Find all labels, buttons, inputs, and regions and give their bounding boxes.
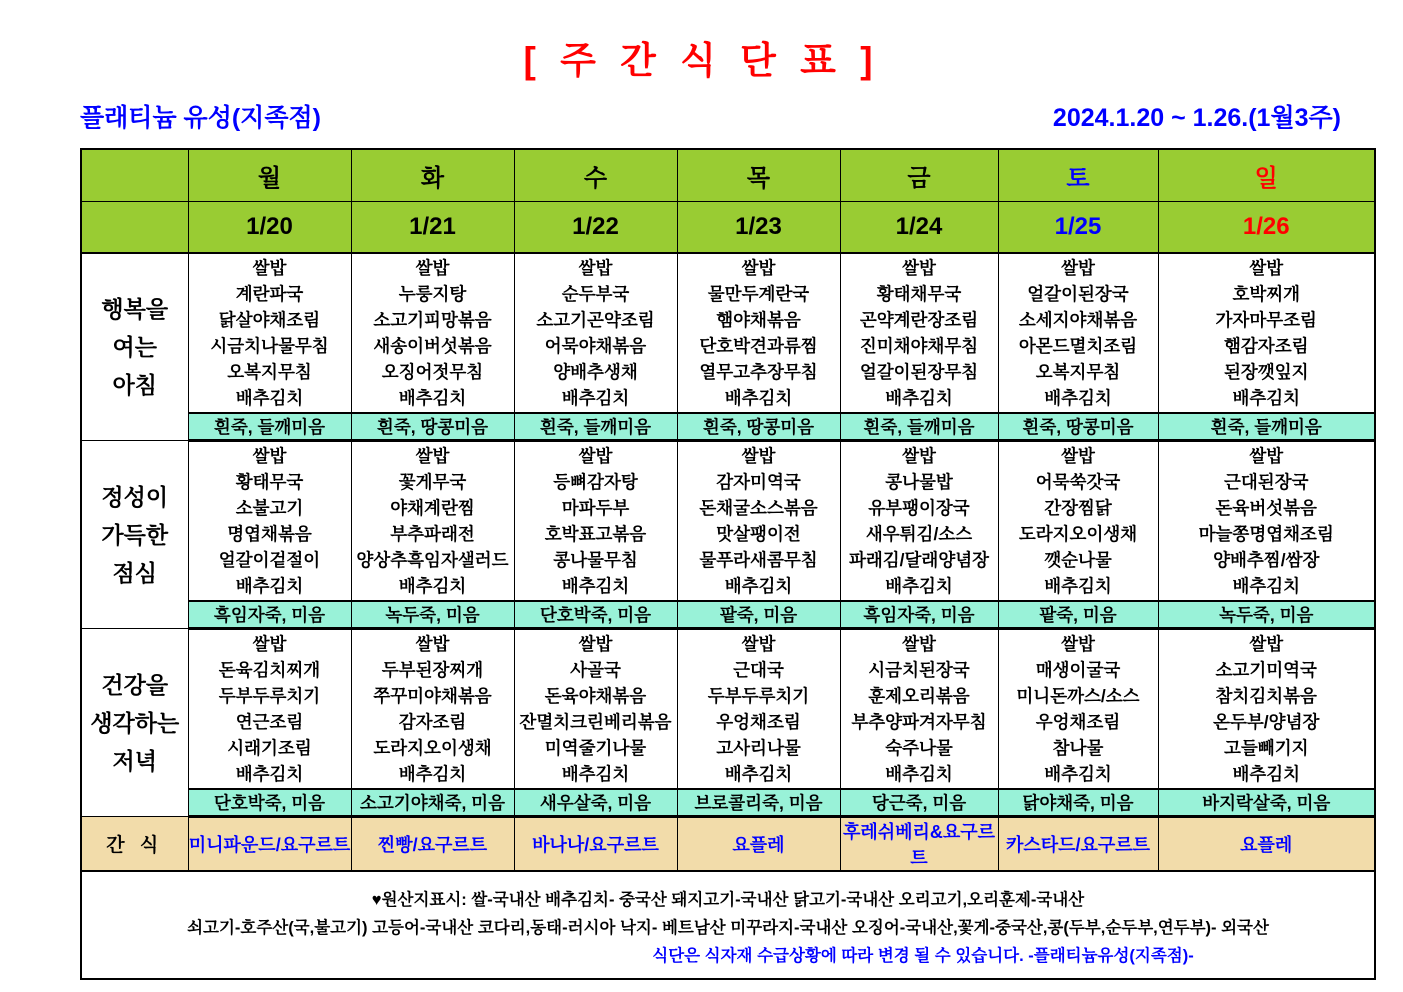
menu-cell [514, 441, 677, 602]
origin-notes [81, 871, 1375, 979]
menu-item: 닭살야채조림 [218, 310, 321, 330]
meal-label-line: 건강을 [101, 671, 169, 698]
meal-row-label [81, 441, 188, 629]
menu-item: 야채계란찜 [390, 498, 475, 518]
menu-item: 참나물 [1052, 738, 1104, 758]
porridge-cell: 단호박죽, 미음 [188, 789, 351, 817]
menu-item: 간장찜닭 [1044, 498, 1112, 518]
porridge-cell: 새우살죽, 미음 [514, 789, 677, 817]
menu-item: 얼갈이된장무침 [859, 362, 979, 382]
menu-item: 잔멸치크린베리볶음 [519, 712, 672, 732]
menu-item: 훈제오리볶음 [868, 686, 970, 706]
notes-row [81, 871, 1375, 979]
menu-item: 양배추찜/쌈장 [1213, 550, 1320, 570]
menu-item: 가자마무조림 [1215, 310, 1317, 330]
menu-cell [998, 253, 1158, 413]
menu-item: 소고기미역국 [1215, 660, 1317, 680]
menu-item: 소불고기 [235, 498, 304, 518]
menu-item: 배추김치 [235, 388, 304, 408]
menu-cell [1158, 629, 1375, 790]
menu-item: 깻순나물 [1044, 550, 1112, 570]
menu-item: 배추김치 [885, 764, 953, 784]
menu-item: 쌀밥 [578, 634, 613, 654]
menu-cell [840, 629, 998, 790]
menu-item: 열무고추장무침 [699, 362, 818, 382]
date-cell: 1/23 [677, 202, 840, 254]
menu-cell [677, 441, 840, 602]
meal-row-label [81, 629, 188, 817]
menu-item: 근대된장국 [1223, 472, 1309, 492]
menu-item: 쌀밥 [252, 258, 287, 278]
menu-item: 온두부/양념장 [1213, 712, 1320, 732]
porridge-cell: 소고기야채죽, 미음 [351, 789, 514, 817]
day-header: 월 [188, 149, 351, 202]
menu-item: 쌀밥 [252, 634, 287, 654]
week-period: 2024.1.20 ~ 1.26.(1월3주) [1052, 104, 1341, 132]
menu-item: 마늘쫑명엽채조림 [1198, 524, 1334, 544]
page-title: [ 주 간 식 단 표 ] [523, 40, 880, 81]
menu-item: 시금치나물무침 [210, 336, 329, 356]
menu-item: 돈육김치찌개 [218, 660, 321, 680]
menu-item: 얼갈이겉절이 [218, 550, 321, 570]
menu-item: 배추김치 [561, 764, 630, 784]
menu-item: 배추김치 [724, 764, 793, 784]
snack-cell: 후레쉬베리&요구르트 [840, 817, 998, 872]
facility-name: 플래티늄 유성(지족점) [80, 104, 321, 132]
date-row [81, 202, 1375, 254]
menu-item: 쌀밥 [415, 634, 450, 654]
menu-item: 쭈꾸미야채볶음 [373, 686, 492, 706]
menu-item: 두부두루치기 [218, 686, 321, 706]
menu-item: 햄야채볶음 [716, 310, 801, 330]
menu-item: 쌀밥 [741, 258, 776, 278]
menu-item: 쌀밥 [578, 446, 613, 466]
porridge-cell: 흰죽, 들깨미음 [188, 413, 351, 441]
menu-item: 매생이굴국 [1035, 660, 1121, 680]
menu-item: 배추김치 [1044, 388, 1112, 408]
menu-item: 새송이버섯볶음 [373, 336, 492, 356]
menu-item: 콩나물밥 [885, 472, 953, 492]
menu-item: 진미채야채무침 [859, 336, 979, 356]
menu-item: 배추김치 [398, 764, 467, 784]
menu-item: 파래김/달래양념장 [848, 550, 990, 570]
porridge-cell: 녹두죽, 미음 [351, 601, 514, 629]
menu-item: 된장깻잎지 [1223, 362, 1309, 382]
menu-item: 근대국 [733, 660, 784, 680]
menu-item: 부추파래전 [390, 524, 475, 544]
snack-cell: 바나나/요구르트 [514, 817, 677, 872]
porridge-cell: 흰죽, 땅콩미음 [677, 413, 840, 441]
day-header: 금 [840, 149, 998, 202]
menu-item: 배추김치 [561, 388, 630, 408]
porridge-cell: 닭야채죽, 미음 [998, 789, 1158, 817]
snack-cell: 카스타드/요구르트 [998, 817, 1158, 872]
menu-cell [998, 629, 1158, 790]
menu-item: 쌀밥 [252, 446, 287, 466]
menu-item: 배추김치 [1232, 764, 1301, 784]
meal-label-line: 행복을 [101, 296, 169, 322]
menu-item: 곤약계란장조림 [859, 310, 979, 330]
meal-label-line: 점심 [112, 559, 157, 586]
menu-item: 쌀밥 [1249, 446, 1284, 466]
menu-item: 양배추생채 [553, 362, 638, 382]
snack-row [81, 817, 1375, 872]
porridge-cell: 흑임자죽, 미음 [188, 601, 351, 629]
menu-item: 사골국 [570, 660, 621, 680]
menu-item: 배추김치 [724, 388, 793, 408]
porridge-cell: 흰죽, 들깨미음 [1158, 413, 1375, 441]
meal-row-label [81, 253, 188, 441]
menu-cell [514, 629, 677, 790]
menu-item: 배추김치 [1232, 388, 1301, 408]
porridge-cell: 당근죽, 미음 [840, 789, 998, 817]
menu-item: 쌀밥 [1249, 634, 1284, 654]
menu-item: 마파두부 [561, 498, 630, 518]
meal-menu-row [81, 629, 1375, 790]
menu-item: 소고기피망볶음 [373, 310, 492, 330]
menu-cell [677, 253, 840, 413]
snack-cell: 찐빵/요구르트 [351, 817, 514, 872]
menu-item: 배추김치 [1044, 576, 1112, 596]
meal-label-line: 아침 [112, 372, 157, 398]
date-cell: 1/25 [998, 202, 1158, 254]
menu-item: 명엽채볶음 [227, 524, 312, 544]
menu-item: 얼갈이된장국 [1027, 284, 1129, 304]
porridge-cell: 바지락살죽, 미음 [1158, 789, 1375, 817]
menu-item: 쌀밥 [741, 634, 776, 654]
menu-item: 쌀밥 [741, 446, 776, 466]
menu-cell [1158, 441, 1375, 602]
menu-item: 배추김치 [885, 576, 953, 596]
menu-item: 콩나물무침 [553, 550, 638, 570]
menu-cell [677, 629, 840, 790]
menu-item: 두부된장찌개 [381, 660, 484, 680]
menu-item: 햄감자조림 [1223, 336, 1309, 356]
menu-item: 소고기곤약조림 [536, 310, 655, 330]
menu-item: 쌀밥 [578, 258, 613, 278]
menu-item: 물만두계란국 [707, 284, 810, 304]
menu-item: 시금치된장국 [868, 660, 970, 680]
menu-item: 감자조림 [398, 712, 467, 732]
day-header: 토 [998, 149, 1158, 202]
porridge-cell: 흰죽, 땅콩미음 [351, 413, 514, 441]
note-line: ♥원산지표시: 쌀-국내산 배추김치- 중국산 돼지고기-국내산 닭고기-국내산 오리고기,오리훈제-국내산 [371, 891, 1085, 909]
snack-cell: 미니파운드/요구르트 [188, 817, 351, 872]
snack-cell: 요플레 [677, 817, 840, 872]
menu-item: 감자미역국 [716, 472, 801, 492]
porridge-cell: 흑임자죽, 미음 [840, 601, 998, 629]
day-header: 목 [677, 149, 840, 202]
menu-item: 고들빼기지 [1223, 738, 1309, 758]
menu-item: 쌀밥 [902, 258, 936, 278]
menu-item: 꽃게무국 [398, 472, 467, 492]
menu-item: 누룽지탕 [398, 284, 467, 304]
menu-item: 황태무국 [235, 472, 304, 492]
corner-cell [81, 202, 188, 254]
day-header: 일 [1158, 149, 1375, 202]
porridge-cell: 흰죽, 들깨미음 [840, 413, 998, 441]
menu-item: 소세지야채볶음 [1018, 310, 1138, 330]
subheader [80, 98, 1341, 134]
menu-item: 배추김치 [1232, 576, 1301, 596]
day-header: 화 [351, 149, 514, 202]
menu-item: 배추김치 [1044, 764, 1112, 784]
menu-item: 돈채굴소스볶음 [699, 498, 818, 518]
menu-item: 미니돈까스/소스 [1016, 686, 1140, 706]
porridge-cell: 녹두죽, 미음 [1158, 601, 1375, 629]
menu-cell [840, 253, 998, 413]
porridge-row [81, 601, 1375, 629]
meal-label-line: 정성이 [101, 483, 169, 510]
day-header: 수 [514, 149, 677, 202]
porridge-cell: 팥죽, 미음 [998, 601, 1158, 629]
menu-item: 쌀밥 [415, 258, 450, 278]
menu-item: 아몬드멸치조림 [1018, 336, 1138, 356]
menu-item: 배추김치 [398, 576, 467, 596]
menu-item: 미역줄기나물 [544, 738, 647, 758]
menu-item: 새우튀김/소스 [865, 524, 973, 544]
menu-item: 계란파국 [235, 284, 304, 304]
date-cell: 1/22 [514, 202, 677, 254]
menu-item: 쌀밥 [1061, 446, 1095, 466]
menu-item: 연근조림 [235, 712, 304, 732]
date-cell: 1/20 [188, 202, 351, 254]
date-cell: 1/21 [351, 202, 514, 254]
porridge-cell: 팥죽, 미음 [677, 601, 840, 629]
date-cell: 1/26 [1158, 202, 1375, 254]
menu-item: 쌀밥 [1249, 258, 1284, 278]
menu-cell [351, 253, 514, 413]
menu-item: 도라지오이생채 [373, 738, 492, 758]
menu-item: 시래기조림 [227, 738, 312, 758]
note-line: 쇠고기-호주산(국,불고기) 고등어-국내산 코다리,동태-러시아 낙지- 베트남산 미꾸라지-국내산 오징어-국내산,꽃게-중국산,콩(두부,순두부,연두부)- 외국산 [187, 919, 1269, 937]
snack-cell: 요플레 [1158, 817, 1375, 872]
menu-cell [188, 441, 351, 602]
menu-item: 돈육야채볶음 [544, 686, 647, 706]
menu-item: 배추김치 [724, 576, 793, 596]
snack-row-label: 간 식 [81, 817, 188, 872]
date-cell: 1/24 [840, 202, 998, 254]
meal-menu-row [81, 253, 1375, 413]
menu-cell [1158, 253, 1375, 413]
menu-item: 참치김치볶음 [1215, 686, 1317, 706]
corner-cell [81, 149, 188, 202]
menu-item: 쌀밥 [1061, 258, 1095, 278]
menu-item: 황태채무국 [876, 284, 962, 304]
menu-item: 유부팽이장국 [868, 498, 970, 518]
menu-item: 쌀밥 [902, 634, 936, 654]
meal-label-line: 생각하는 [90, 709, 180, 736]
porridge-row [81, 789, 1375, 817]
menu-item: 도라지오이생채 [1018, 524, 1138, 544]
menu-item: 호박표고볶음 [544, 524, 647, 544]
menu-item: 배추김치 [235, 576, 304, 596]
menu-item: 어묵야채볶음 [544, 336, 647, 356]
menu-cell [188, 253, 351, 413]
meal-menu-row [81, 441, 1375, 602]
meal-label-line: 가득한 [101, 521, 169, 548]
menu-item: 오복지무침 [1035, 362, 1121, 382]
menu-cell [351, 441, 514, 602]
porridge-cell: 브로콜리죽, 미음 [677, 789, 840, 817]
menu-item: 배추김치 [885, 388, 953, 408]
menu-cell [998, 441, 1158, 602]
menu-item: 배추김치 [561, 576, 630, 596]
menu-item: 오복지무침 [227, 362, 312, 382]
menu-item: 쌀밥 [902, 446, 936, 466]
menu-cell [840, 441, 998, 602]
porridge-cell: 흰죽, 들깨미음 [514, 413, 677, 441]
porridge-row [81, 413, 1375, 441]
meal-label-line: 여는 [112, 334, 157, 360]
menu-item: 어묵쑥갓국 [1035, 472, 1121, 492]
menu-item: 맛살팽이전 [716, 524, 801, 544]
menu-item: 배추김치 [235, 764, 304, 784]
porridge-cell: 흰죽, 땅콩미음 [998, 413, 1158, 441]
menu-cell [188, 629, 351, 790]
porridge-cell: 단호박죽, 미음 [514, 601, 677, 629]
day-header-row [81, 149, 1375, 202]
menu-item: 물푸라새콤무침 [699, 550, 818, 570]
menu-item: 배추김치 [398, 388, 467, 408]
menu-item: 양상추흑임자샐러드 [356, 550, 509, 570]
menu-item: 숙주나물 [885, 738, 953, 758]
menu-cell [514, 253, 677, 413]
menu-cell [351, 629, 514, 790]
menu-item: 순두부국 [561, 284, 630, 304]
menu-item: 등뼈감자탕 [553, 472, 638, 492]
menu-item: 부추양파겨자무침 [851, 712, 987, 732]
menu-item: 쌀밥 [1061, 634, 1095, 654]
weekly-menu-table [80, 148, 1376, 980]
meal-label-line: 저녁 [112, 747, 157, 774]
note-line: 식단은 식자재 수급상황에 따라 변경 될 수 있습니다. -플래티늄유성(지족점)- [652, 947, 1194, 965]
menu-item: 두부두루치기 [707, 686, 810, 706]
menu-item: 오징어젓무침 [381, 362, 484, 382]
menu-item: 단호박견과류찜 [699, 336, 818, 356]
menu-item: 우엉채조림 [1035, 712, 1121, 732]
menu-item: 쌀밥 [415, 446, 450, 466]
menu-item: 우엉채조림 [716, 712, 801, 732]
menu-item: 고사리나물 [716, 738, 801, 758]
menu-item: 돈육버섯볶음 [1215, 498, 1317, 518]
menu-item: 호박찌개 [1232, 284, 1301, 304]
